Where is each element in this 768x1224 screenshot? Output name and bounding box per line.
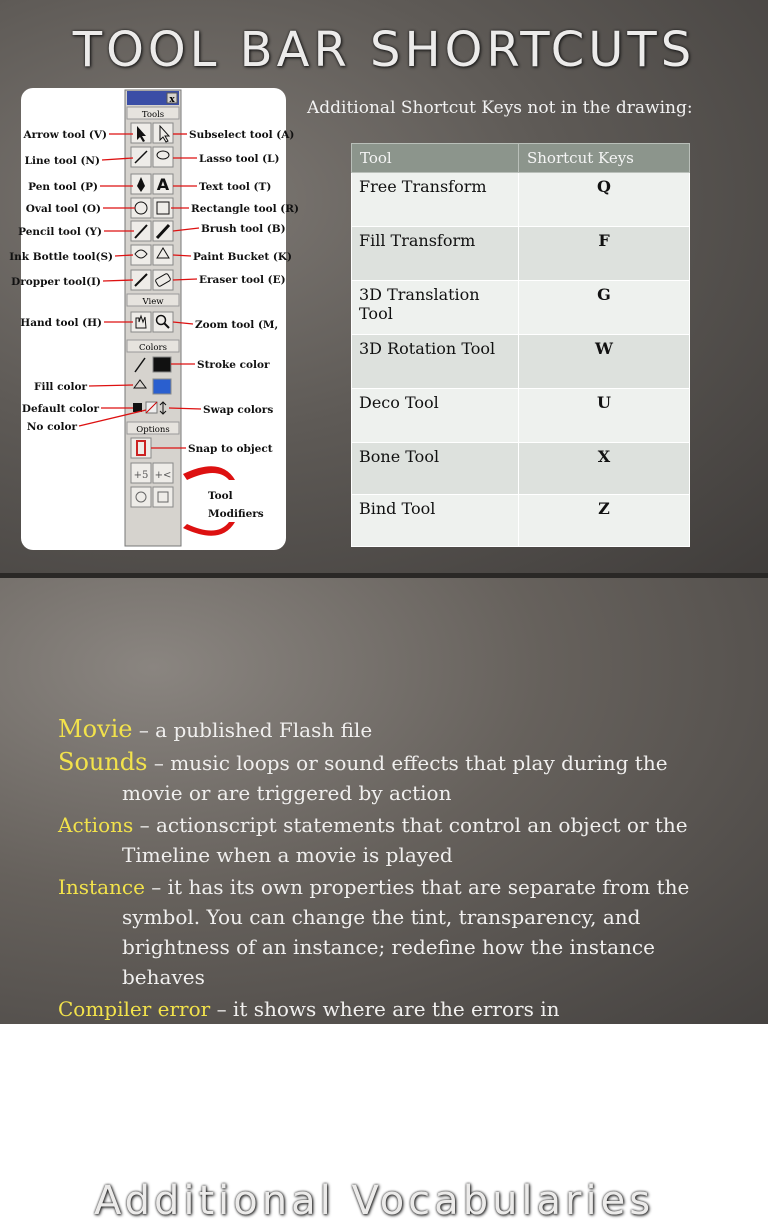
label-text-tool: Text tool (T) <box>199 181 272 193</box>
table-row <box>352 495 690 547</box>
label-subselect-tool: Subselect tool (A) <box>189 129 295 141</box>
label-ink-bottle-tool: Ink Bottle tool(S) <box>9 251 113 263</box>
slide-tool-bar-shortcuts <box>0 0 768 573</box>
cell-tool: Free Transform <box>352 173 519 227</box>
vocab-item-compiler-error <box>58 994 698 1024</box>
label-oval-tool: Oval tool (O) <box>25 203 101 215</box>
vocab-item-movie <box>58 714 698 745</box>
cell-key: Q <box>519 173 690 227</box>
cell-key: G <box>519 281 690 335</box>
label-tool-modifiers-line2: Modifiers <box>208 508 264 520</box>
label-default-color: Default color <box>21 403 99 415</box>
shortcut-table <box>351 143 690 547</box>
vocab-item-sounds <box>58 747 698 808</box>
panel-title: Tools <box>141 110 165 120</box>
vocab-definition: – it shows where are the errors in <box>210 997 560 1021</box>
vocab-item-actions <box>58 810 698 870</box>
label-line-tool: Line tool (N) <box>24 155 100 167</box>
header-shortcut-keys: Shortcut Keys <box>519 144 690 173</box>
vocabulary-list <box>58 714 698 1026</box>
vocab-term: Actions <box>58 813 134 837</box>
section-view: View <box>142 297 164 307</box>
cell-tool: Fill Transform <box>352 227 519 281</box>
straighten-modifier-icon: +< <box>154 470 172 481</box>
label-paint-bucket: Paint Bucket (K) <box>193 251 292 263</box>
table-row <box>352 173 690 227</box>
label-lasso-tool: Lasso tool (L) <box>199 153 280 165</box>
toolbar-diagram <box>9 88 299 550</box>
cell-tool: 3D Rotation Tool <box>352 335 519 389</box>
vocab-term: Compiler error <box>58 997 211 1021</box>
table-row <box>352 389 690 443</box>
label-no-color: No color <box>26 421 77 433</box>
vocab-definition: – actionscript statements that control an object or the Timeline when a movie is played <box>122 813 688 867</box>
label-arrow-tool: Arrow tool (V) <box>23 129 107 141</box>
label-stroke-color: Stroke color <box>197 359 270 371</box>
cell-key: F <box>519 227 690 281</box>
vocab-term: Movie <box>58 715 133 743</box>
cell-key: Z <box>519 495 690 547</box>
toolbar-diagram-drawing <box>9 88 299 550</box>
label-snap-to-object: Snap to object <box>188 443 273 455</box>
vocab-term: Instance <box>58 875 145 899</box>
vocab-definition: – it has its own properties that are separate from the symbol. You can change the tint, transparency, and brightness of an instance; redefine how the instance behaves <box>122 875 690 989</box>
cell-tool: Bind Tool <box>352 495 519 547</box>
vocab-definition: – a published Flash file <box>132 718 373 742</box>
cell-tool: Bone Tool <box>352 443 519 495</box>
label-dropper-tool: Dropper tool(I) <box>11 276 101 288</box>
smooth-modifier-icon: +5 <box>133 470 149 481</box>
label-tool-modifiers-line1: Tool <box>208 490 233 502</box>
vocab-definition: – music loops or sound effects that play during the movie or are triggered by action <box>122 751 668 805</box>
fill-color-swatch <box>153 379 171 394</box>
label-zoom-tool: Zoom tool (M, <box>195 319 279 331</box>
label-rectangle-tool: Rectangle tool (R) <box>191 203 299 215</box>
cell-key: X <box>519 443 690 495</box>
close-icon: x <box>169 95 175 105</box>
cell-key: U <box>519 389 690 443</box>
table-row <box>352 443 690 495</box>
label-brush-tool: Brush tool (B) <box>201 223 286 235</box>
label-pen-tool: Pen tool (P) <box>28 181 98 193</box>
cell-key: W <box>519 335 690 389</box>
table-header-row <box>352 144 690 173</box>
label-swap-colors: Swap colors <box>203 404 274 416</box>
label-pencil-tool: Pencil tool (Y) <box>18 226 102 238</box>
section-options: Options <box>136 425 170 435</box>
slide-subtitle: Additional Shortcut Keys not in the drawing: <box>307 98 693 118</box>
stroke-color-swatch <box>153 357 171 372</box>
slide-title: Additional Vocabularies <box>93 1178 655 1224</box>
cell-tool: 3D Translation Tool <box>352 281 519 335</box>
cell-tool: Deco Tool <box>352 389 519 443</box>
vocab-term: Sounds <box>58 748 148 776</box>
slide-title: TOOL BAR SHORTCUTS <box>72 22 696 78</box>
text-tool-icon: A <box>156 175 170 194</box>
header-tool: Tool <box>352 144 519 173</box>
label-eraser-tool: Eraser tool (E) <box>199 274 286 286</box>
table-row <box>352 335 690 389</box>
vocab-item-instance <box>58 872 698 992</box>
label-fill-color: Fill color <box>34 381 87 393</box>
section-colors: Colors <box>139 343 167 353</box>
table-row <box>352 281 690 335</box>
table-row <box>352 227 690 281</box>
label-hand-tool: Hand tool (H) <box>20 317 102 329</box>
